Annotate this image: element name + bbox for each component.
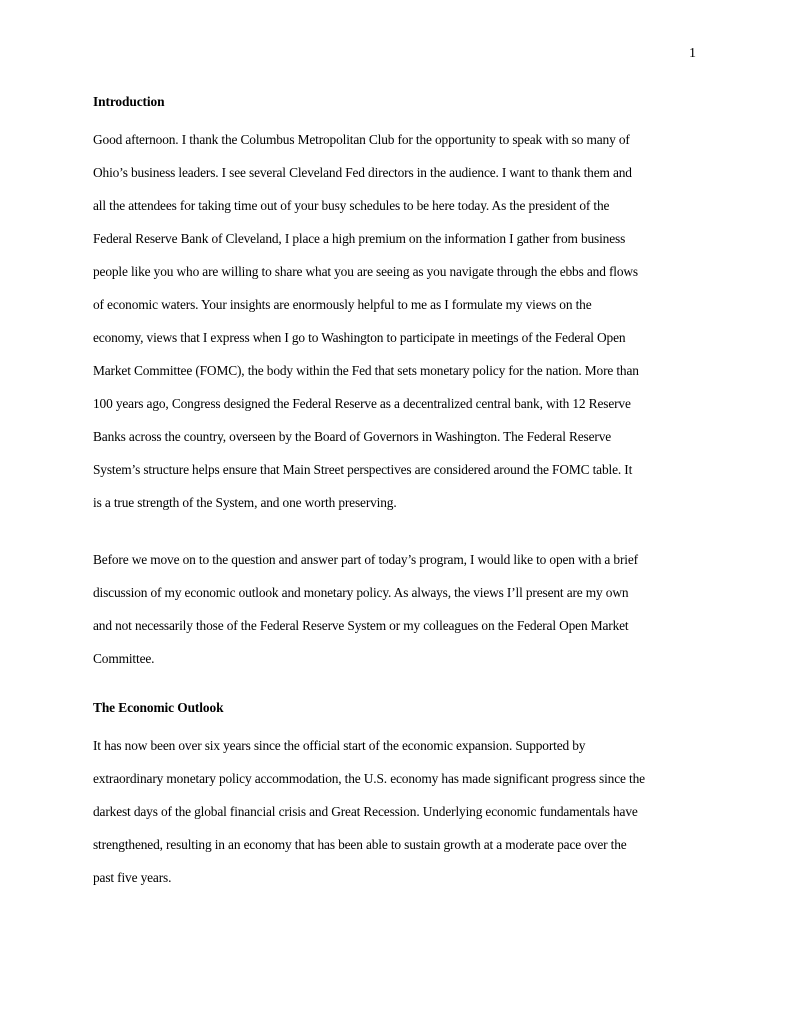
text-line: Good afternoon. I thank the Columbus Metropolitan Club for the opportunity to speak with so many of bbox=[93, 132, 630, 147]
page-number: 1 bbox=[689, 46, 696, 61]
text-line: Ohio’s business leaders. I see several Cleveland Fed directors in the audience. I want to thank them and bbox=[93, 165, 632, 180]
text-line: Committee. bbox=[93, 651, 155, 666]
text-line: past five years. bbox=[93, 870, 172, 885]
section-heading-economic-outlook: The Economic Outlook bbox=[93, 700, 224, 715]
text-line: System’s structure helps ensure that Main Street perspectives are considered around the FOMC table. It bbox=[93, 462, 633, 477]
text-line: Market Committee (FOMC), the body within the Fed that sets monetary policy for the nation. More than bbox=[93, 363, 639, 378]
paragraph-spacer bbox=[93, 519, 708, 543]
text-line: strengthened, resulting in an economy that has been able to sustain growth at a moderate pace over the bbox=[93, 837, 627, 852]
text-line: economy, views that I express when I go to Washington to participate in meetings of the Federal Open bbox=[93, 330, 626, 345]
text-line: people like you who are willing to share what you are seeing as you navigate through the ebbs and flows bbox=[93, 264, 638, 279]
text-line: 100 years ago, Congress designed the Federal Reserve as a decentralized central bank, with 12 Reserve bbox=[93, 396, 631, 411]
document-body bbox=[93, 91, 708, 894]
text-line: and not necessarily those of the Federal Reserve System or my colleagues on the Federal Open Market bbox=[93, 618, 629, 633]
text-line: Banks across the country, overseen by the Board of Governors in Washington. The Federal Reserve bbox=[93, 429, 612, 444]
text-line: extraordinary monetary policy accommodation, the U.S. economy has made significant progress since the bbox=[93, 771, 645, 786]
text-line: darkest days of the global financial crisis and Great Recession. Underlying economic fundamentals have bbox=[93, 804, 638, 819]
text-line: of economic waters. Your insights are enormously helpful to me as I formulate my views on the bbox=[93, 297, 592, 312]
intro-paragraph-1 bbox=[93, 123, 708, 519]
text-line: It has now been over six years since the official start of the economic expansion. Supported by bbox=[93, 738, 586, 753]
section-heading-introduction: Introduction bbox=[93, 94, 165, 109]
outlook-paragraph-1 bbox=[93, 729, 708, 894]
text-line: Federal Reserve Bank of Cleveland, I place a high premium on the information I gather from business bbox=[93, 231, 626, 246]
section-spacer bbox=[93, 675, 708, 697]
text-line: discussion of my economic outlook and monetary policy. As always, the views I’ll present are my own bbox=[93, 585, 629, 600]
text-line: Before we move on to the question and answer part of today’s program, I would like to open with a brief bbox=[93, 552, 638, 567]
text-line: is a true strength of the System, and one worth preserving. bbox=[93, 495, 397, 510]
text-line: all the attendees for taking time out of your busy schedules to be here today. As the president of the bbox=[93, 198, 610, 213]
intro-paragraph-2 bbox=[93, 543, 708, 675]
